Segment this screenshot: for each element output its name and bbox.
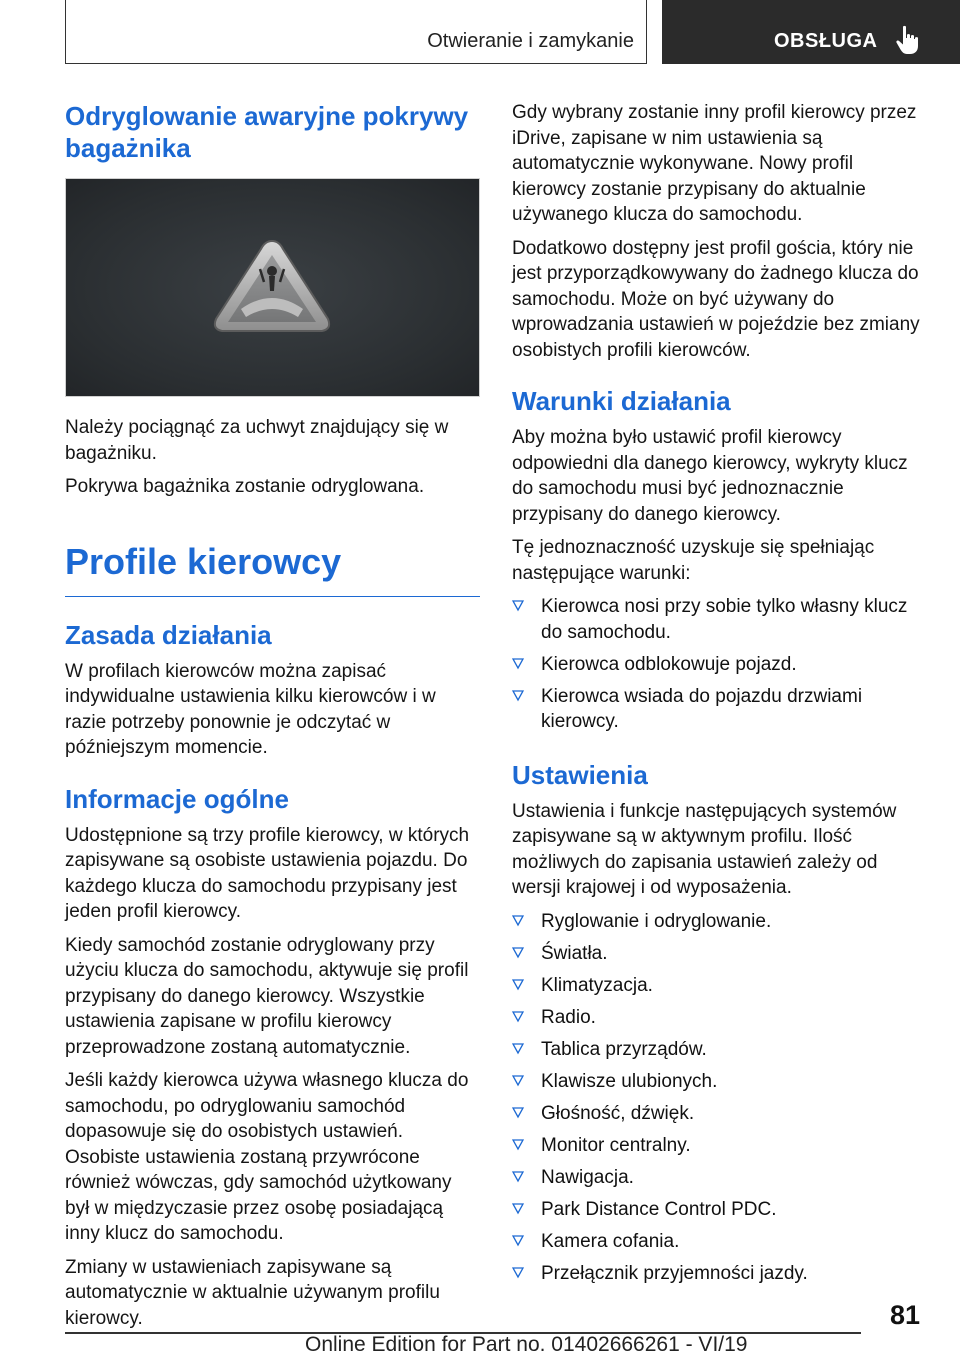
list-item: Kamera cofania.: [512, 1229, 927, 1255]
list-item: Głośność, dźwięk.: [512, 1101, 927, 1127]
paragraph: Aby można było ustawić profil kierowcy odpowiedni dla danego kierowcy, wykryty klucz do samochodu musi być jednoznacznie przypisany do danego kierowcy.: [512, 427, 908, 525]
paragraph: Należy pociągnąć za uchwyt znajdujący się w bagażniku.: [65, 417, 449, 464]
list-item: Nawigacja.: [512, 1165, 927, 1191]
paragraph: W profilach kierowców można zapisać indywidualne ustawienia kilku kierowców i w razie potrzeby ponownie je odczytać w późniejszym momencie.: [65, 660, 436, 758]
chapter-tab: [662, 0, 960, 64]
list-item: Kierowca odblokowuje pojazd.: [512, 652, 927, 678]
triangle-bullet-icon: [512, 600, 524, 612]
list-item: Klawisze ulubionych.: [512, 1069, 927, 1095]
running-header: [65, 0, 647, 64]
triangle-bullet-icon: [512, 658, 524, 670]
chapter-label: OBSŁUGA: [774, 30, 878, 52]
triangle-bullet-icon: [512, 1107, 524, 1119]
list-item: Monitor centralny.: [512, 1133, 927, 1159]
triangle-bullet-icon: [512, 1075, 524, 1087]
list-item: Kierowca nosi przy sobie tylko własny klucz do samochodu.: [512, 594, 927, 645]
triangle-bullet-icon: [512, 1203, 524, 1215]
hand-pointer-icon: [894, 24, 920, 56]
heading-emergency-trunk-release: Odryglowanie awaryjne pokrywy bagażnika: [65, 101, 469, 163]
list-item: Tablica przyrządów.: [512, 1037, 927, 1063]
paragraph: Zmiany w ustawieniach zapisywane są automatycznie w aktualnie używanym profilu kierowcy.: [65, 1256, 440, 1329]
triangle-bullet-icon: [512, 979, 524, 991]
list-item: Kierowca wsiada do pojazdu drzwiami kierowcy.: [512, 684, 927, 735]
triangle-bullet-icon: [512, 1011, 524, 1023]
paragraph: Udostępnione są trzy profile kierowcy, w których zapisywane są osobiste ustawienia pojazdu. Do każdego klucza do samochodu przypisany jest jeden profil kierowcy.: [65, 824, 470, 922]
triangle-bullet-icon: [512, 1235, 524, 1247]
left-column: [65, 100, 480, 1339]
heading-settings: Ustawienia: [512, 759, 648, 790]
triangle-bullet-icon: [512, 690, 524, 702]
paragraph: Dodatkowo dostępny jest profil gościa, który nie jest przyporządkowywany do żadnego klucza do samochodu. Może on być używany do wprowadzania ustawień w pojeździe bez zmiany osobistych profili kierowców.: [512, 237, 920, 361]
triangle-bullet-icon: [512, 915, 524, 927]
list-item: Ryglowanie i odryglowanie.: [512, 909, 927, 935]
conditions-list: [512, 594, 927, 735]
triangle-bullet-icon: [512, 1267, 524, 1279]
list-item: Park Distance Control PDC.: [512, 1197, 927, 1223]
heading-conditions: Warunki działania: [512, 386, 731, 416]
page-number: 81: [890, 1300, 921, 1330]
settings-list: [512, 909, 927, 1287]
trunk-release-handle-icon: [66, 179, 479, 396]
section-title-driver-profiles: Profile kierowcy: [65, 540, 480, 597]
paragraph: Pokrywa bagażnika zostanie odryglowana.: [65, 476, 425, 497]
triangle-bullet-icon: [512, 1171, 524, 1183]
triangle-bullet-icon: [512, 1043, 524, 1055]
right-column: [512, 100, 927, 1296]
trunk-release-photo: [65, 178, 480, 397]
paragraph: Gdy wybrany zostanie inny profil kierowcy przez iDrive, zapisane w nim ustawienia są automatycznie wykonywane. Nowy profil kierowcy zostanie przypisany do aktualnie używanego klucza do samochodu.: [512, 102, 917, 225]
list-item: Radio.: [512, 1005, 927, 1031]
paragraph: Jeśli każdy kierowca używa własnego klucza do samochodu, po odryglowaniu samochód dopasowuje się do osobistych ustawień. Osobiste ustawienia zostaną przywrócone również wówczas, gdy samochód użytkowany był w międzyczasie przez osobę posiadającą inny klucz do samochodu.: [65, 1070, 469, 1244]
section-title: Otwieranie i zamykanie: [427, 30, 634, 52]
list-item: Klimatyzacja.: [512, 973, 927, 999]
paragraph: Tę jednoznaczność uzyskuje się spełniając następujące warunki:: [512, 537, 875, 584]
triangle-bullet-icon: [512, 1139, 524, 1151]
list-item: Światła.: [512, 941, 927, 967]
list-item: Przełącznik przyjemności jazdy.: [512, 1261, 927, 1287]
paragraph: Ustawienia i funkcje następujących systemów zapisywane są w aktywnym profilu. Ilość możliwych do zapisania ustawień zależy od wersji krajowej i od wyposażenia.: [512, 800, 897, 898]
edition-footer: Online Edition for Part no. 01402666261 - VI/19: [305, 1333, 748, 1356]
paragraph: Kiedy samochód zostanie odryglowany przy użyciu klucza do samochodu, aktywuje się profil przypisany do danego kierowcy. Wszystkie ustawienia zapisane w profilu kierowcy przeprowadzone zostaną automatycznie.: [65, 934, 469, 1058]
heading-general-info: Informacje ogólne: [65, 783, 289, 814]
triangle-bullet-icon: [512, 947, 524, 959]
heading-principle: Zasada działania: [65, 619, 272, 650]
